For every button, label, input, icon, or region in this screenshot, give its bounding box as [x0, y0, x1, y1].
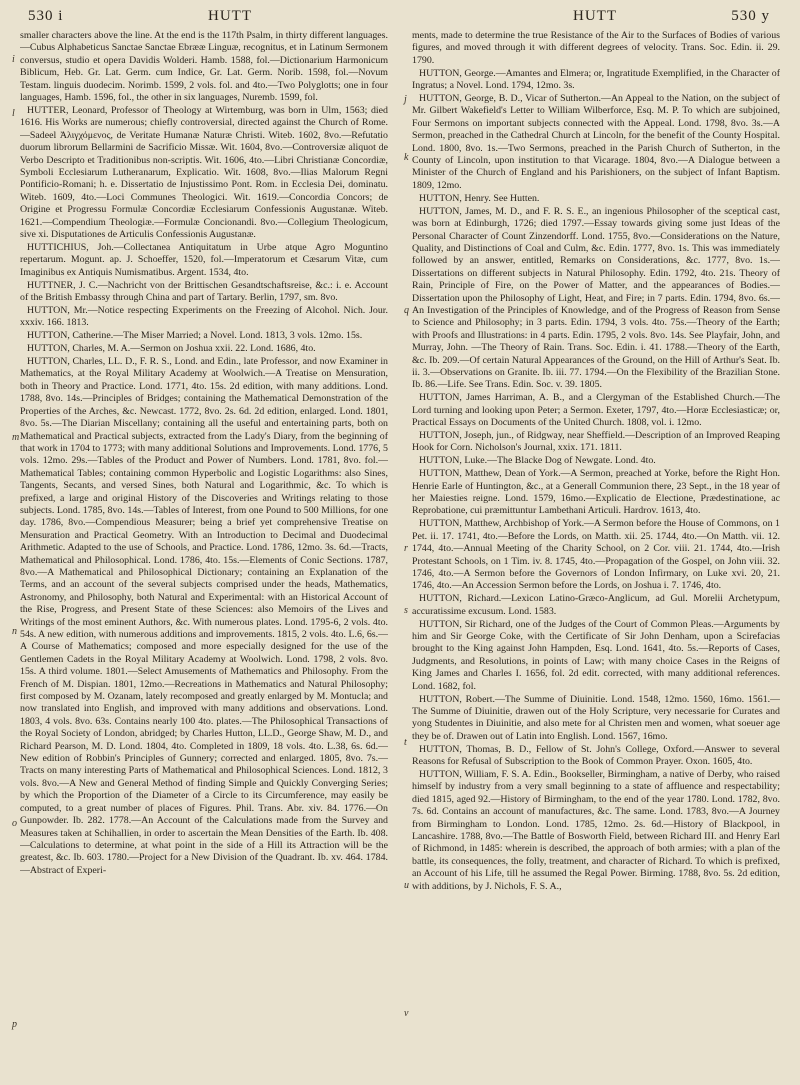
entry-paragraph: HUTTON, George.—Amantes and Elmera; or, Ingratitude Exemplified, in the Character of Ingratus; a Novel. Lond. 1794, 12mo. 3s. — [412, 67, 780, 92]
entry-paragraph: HUTTON, Joseph, jun., of Ridgway, near Sheffield.—Description of an Improved Reaping Hook for Corn. Nicholson's Journal, xxix. 171. 1811. — [412, 430, 780, 454]
entry-paragraph: HUTTICHIUS, Joh.—Collectanea Antiquitatum in Urbe atque Agro Moguntino repertarum. Mogunt. ap. J. Schoeffer, 1520, fol.—Imperatorum et Cæsarum Vitæ, cum Imaginibus ex Antiquis Numismatibus. Argent. 1534, 4to. — [20, 241, 388, 278]
entry-paragraph: HUTTON, Catherine.—The Miser Married; a Novel. Lond. 1813, 3 vols. 12mo. 15s. — [27, 330, 363, 342]
running-head-left: HUTT — [208, 8, 252, 24]
entry-paragraph: ments, made to determine the true Resistance of the Air to the Surfaces of Bodies of various figures, and moved through it with different degrees of velocity. Trans. Soc. Edin. ii. 29. 1790. — [412, 30, 780, 66]
entry-paragraph: HUTTON, Robert.—The Summe of Diuinitie. Lond. 1548, 12mo. 1560, 16mo. 1561.—The Summe of Diuinitie, drawen out of the Holy Scripture, very necessarie for Curates and yong Studentes in Diuinitie, and also mete for al Christen men and women, what soeuer age they be of. Drawen out of Latin into English. Lond. 1567, 16mo. — [412, 693, 780, 742]
margin-mark: m — [12, 432, 20, 443]
margin-mark: q — [404, 305, 409, 316]
entry-paragraph: HUTTON, William, F. S. A. Edin., Bookseller, Birmingham, a native of Derby, who raised himself by industry from a very small beginning to a state of affluence and respectability; died 1815, aged 92.—History of Birmingham, to the end of the year 1780. Lond. 1782, 8vo. 7s. 6d. Contains an account of manufactures, &c. The same. Lond. 1783, 8vo.—A Journey from Birmingham to London. Lond. 1785, 12mo. 2s. 6d.—History of Blackpool, in Lancashire. 1788, 8vo.—The Battle of Bosworth Field, between Richard III. and Henry Earl of Richmond, in 1485: wherein is described, the approach of both armies; with a plan of the battle, its consequences, the folly, treatment, and character of Richard. To which is prefixed, an Account of his Life, till he assumed the Regal Power. Birming. 1788, 8vo. 5s. 2d edition, with additions, by J. Nichols, F. S. A., — [412, 768, 780, 892]
margin-mark: o — [12, 818, 17, 829]
entry-paragraph: HUTTON, George, B. D., Vicar of Sutherton.—An Appeal to the Nation, on the subject of Mr. Gilbert Wakefield's Letter to William Wilberforce, Esq. M. P. To which are subjoined, Four Sermons on important subjects connected with the Appeal. Lond. 1798, 8vo. 3s.—A Sermon, preached in the Cathedral Church at Lincoln, for the benefit of the County Hospital. Lond. 1800, 8vo. 1s.—Two Sermons, preached in the Parish Church of Sutherton, in the County of Lincoln, upon institution to that Vicarage. 1804, 8vo.—A Dialogue between a Minister of the Church of England and his Parishioners, on the subject of Infant Baptism. 1809, 12mo. — [412, 93, 780, 191]
entry-paragraph: HUTTON, Richard.—Lexicon Latino-Græco-Anglicum, ad Gul. Morelii Archetypum, accuratissime excusum. Lond. 1583. — [412, 593, 780, 617]
page-number-left: 530 i — [28, 8, 64, 24]
entry-paragraph: smaller characters above the line. At the end is the 117th Psalm, in thirty different languages.—Cubus Alphabeticus Sanctae Sanctae Ebrææ Linguæ, recognitus, et in Latinum Sermonem conversus, studio et opera Davidis Wolderi. Hamb. 1588, fol.—Dictionarium Harmonicum Biblicum, Heb. Gr. Lat. Germ. cum Indice, Gr. Lat. Germ. Norib. 1598, fol.—Novum Testam. linguis duodecim. Norimb. 1599, 2 vols. fol. and 4to.—Two Polyglotts; one in four languages, Hamb. 1596, fol., the other in six languages, Nuremb. 1599, fol. — [20, 30, 388, 104]
entry-paragraph: HUTTON, James Harriman, A. B., and a Clergyman of the Established Church.—The Lord turning and looking upon Peter; a Sermon. Exeter, 1797, 4to.—Horæ Ecclesiasticæ; or, Practical Essays on Documents of the United Church. 1808, vol. i. 12mo. — [412, 392, 780, 429]
entry-paragraph: HUTTNER, J. C.—Nachricht von der Brittischen Gesandtschaftsreise, &c.: i. e. Account of the British Embassy through China and part of Tartary. Berlin, 1797, sm. 8vo. — [20, 279, 388, 304]
running-header — [28, 8, 770, 30]
entry-paragraph: HUTTON, Charles, M. A.—Sermon on Joshua xxii. 22. Lond. 1686, 4to. — [27, 343, 316, 355]
margin-mark: s — [404, 605, 408, 616]
margin-mark: p — [12, 1019, 17, 1030]
margin-mark: r — [404, 543, 408, 554]
margin-mark: j — [404, 94, 407, 105]
left-column — [20, 30, 388, 1080]
entry-paragraph: HUTTON, Charles, LL. D., F. R. S., Lond. and Edin., late Professor, and now Examiner in Mathematics, at the Royal Military Academy at Woolwich.—A Treatise on Mensuration, both in Theory and Practice. Lond. 1771, 4to. 15s. 2d edition, with many additions. Lond. 1788, 8vo. 14s.—Principles of Bridges; containing the Mathematical Demonstration of the Properties of the Arches, &c. Newcast. 1772, 8vo. 2s. 6d. 2d edition, enlarged. Lond. 1801, 8vo. 5s.—The Diarian Miscellany; containing all the useful and entertaining parts, both on Mathematical and Practical subjects, extracted from the Lady's Diary, from the beginning of that work in 1704 to 1773; with many additional Solutions and Improvements. Lond. 1776, 5 vols. 12mo. 29s.—Tables of the Product and Power of Numbers. Lond. 1781, 8vo. fol.—Mathematical Tables; containing common Hyperbolic and Logistic Logarithms: also Sines, Tangents, Secants, and versed Sines, both Natural and Logarithmic, &c. To which is prefixed, a large and original History of the Discoveries and Writings relating to those subjects. Lond. 1785, 8vo. 14s.—Tables of Interest, from one Pound to 500 Millions, for one day. 1786, 8vo.—Compendious Measurer; being a brief yet comprehensive Treatise on Mensuration and Practical Geometry. With an Introduction to Decimal and Duodecimal Arithmetic. Adapted to the use of Schools, and Practice. Lond. 1786, 12mo. 3s. 6d.—Tracts, Mathematical and Philosophical. Lond. 1786, 4to. 15s.—Elements of Conic Sections. 1787, 8vo.—A Mathematical and Philosophical Dictionary; containing an Explanation of the Terms, and an account of the several subjects comprised under the heads, Mathematics, Astronomy, and Philosophy, both Natural and Experimental: with an Historical Account of the Rise, Progress, and Present State of these Sciences: also Memoirs of the Lives and Writings of the most eminent Authors, &c. With numerous plates. Lond. 1795-6, 2 vols. 4to. 54s. A new edition, with numerous additions and improvements. 1815, 2 vols. 4to. L.6, 6s.—A Course of Mathematics; composed and more especially designed for the use of the Gentlemen Cadets in the Royal Military Academy at Woolwich. Lond. 1798, 2 vols. 8vo. 15s. A third volume. 1801.—Select Amusements of Mathematics and Philosophy. From the French of M. Dispian. 1801, 12mo.—Recreations in Mathematics and Natural Philosophy; first composed by M. Ozanam, lately recomposed and greatly enlarged by M. Montucla; and now translated into English, and improved with many additions and observations. Lond. 1803, 4 vols. 8vo. 63s. Contains nearly 100 4to. plates.—The Philosophical Transactions of the Royal Society of London, abridged; by Charles Hutton, LL.D., George Shaw, M. D., and Richard Pearson, M. D. Lond. 1804, 4to. Completed in 1809, 18 vols. 4to. L.38, 6s. 6d.—New edition of Robbin's Principles of Gunnery; corrected and enlarged. 1805, 8vo. 7s.—Tracts on many interesting Parts of Mathematical and Philosophical Sciences. Lond. 1812, 3 vols. 8vo.—A New and General Method of finding Simple and Quickly Converging Series; by which the Proportion of the Diameter of a Circle to its Circumference, may easily be computed, to a great number of places of Figures. Phil. Trans. Abr. xiv. 84. 1776.—On Gunpowder. Ib. 282. 1778.—An Account of the Calculations made from the Survey and Measures taken at Schihallien, in order to ascertain the Mean Densities of the Earth. Ib. 408.—Calculations to determine, at what point in the side of a Hill its Attraction will be the greatest, &c. Ib. 603. 1780.—Project for a New Division of the Quadrant. Ib. xv. 464. 1784.—Abstract of Experi- — [20, 356, 388, 876]
entry-paragraph: HUTTON, James, M. D., and F. R. S. E., an ingenious Philosopher of the sceptical cast, was born at Edinburgh, 1726; died 1797.—Essay towards giving some just Ideas of the Personal Character of Count Zinzendorff. Lond. 1755, 8vo.—Considerations on the Nature, Quality, and Distinctions of Coal and Culm, &c. Edin. 1777, 8vo. 1s. This was immediately followed by an answer, entitled, Remarks on Considerations, &c. 1777, 8vo. 1s.—Dissertations on different subjects in Natural Philosophy. Edin. 1792, 4to. 21s. Theory of Rain, Principle of Fire, on the Power of Matter, and the appearances of Bodies.—Dissertation upon the Philosophy of Light, Heat, and Fire; in 7 parts. Edin. 1794, 8vo. 6s.—An Investigation of the Principles of Knowledge, and of the Progress of Reason from Sense to Science and Philosophy; in 3 parts. Edin. 1794, 3 vols. 4to. 75s.—Theory of the Earth; with Proofs and Illustrations: in 4 parts. Edin. 1795, 2 vols. 8vo. 14s. See Playfair, John, and Murray, John. —The Theory of Rain. Trans. Soc. Edin. i. 41. 1788.—Theory of the Earth, &c. Ib. 209.—Of certain Natural Appearances of the Ground, on the Hill of Arthur's Seat. Ib. ii. 3.—Observations on Granite. Ib. iii. 77. 1794.—On the Flexibility of the Brazilian Stone. Ib. 86.—Life. See Trans. Edin. Soc. v. 39. 1805. — [412, 205, 780, 391]
entry-paragraph: HUTTON, Sir Richard, one of the Judges of the Court of Common Pleas.—Arguments by him and Sir George Coke, with the Certificate of Sir John Denham, upon a Scirefacias brought to the King against John Hampden, Esq. Lond. 1641, 4to. 5s.—Reports of Cases, Judgments, and Resolutions, in points of Law; with many choice Cases in the Reigns of King James and Charles I. 1656, fol. 2d edit. corrected, with many additional references. Lond. 1682, fol. — [412, 618, 780, 692]
entry-paragraph: HUTTON, Matthew, Archbishop of York.—A Sermon before the House of Commons, on 1 Pet. ii. 17. 1741, 4to.—Before the Lords, on Matth. xii. 25. 1744, 4to.—On Matth. vii. 12. 1744, 4to.—Annual Meeting of the Charity School, on 2 Cor. viii. 21. 1744, 4to.—Irish Protestant Schools, on 1 Tim. iv. 8. 1745, 4to.—Propagation of the Gospel, on John viii. 32. 1746, 4to.—A Sermon before the Governors of London Infirmary, on Luke xvi. 20, 21. 1746, 4to.—An Accession Sermon before the Lords, on Joshua i. 7. 1746, 4to. — [412, 518, 780, 592]
entry-paragraph: HUTTON, Henry. See Hutten. — [419, 192, 540, 204]
entry-paragraph: HUTTON, Thomas, B. D., Fellow of St. John's College, Oxford.—Answer to several Reasons for Refusal of Subscription to the Book of Common Prayer. Oxon. 1605, 4to. — [412, 743, 780, 768]
margin-mark: i — [12, 54, 15, 65]
entry-paragraph: HUTTON, Luke.—The Blacke Dog of Newgate. Lond. 4to. — [419, 455, 656, 467]
right-column — [412, 30, 780, 1080]
margin-mark: v — [404, 1008, 409, 1019]
margin-mark: l — [12, 108, 15, 119]
margin-mark: t — [404, 737, 407, 748]
page-number-right: 530 y — [731, 8, 770, 24]
entry-paragraph: HUTTON, Mr.—Notice respecting Experiments on the Freezing of Alcohol. Nich. Jour. xxxiv. 166. 1813. — [20, 304, 388, 329]
entry-paragraph: HUTTER, Leonard, Professor of Theology at Wirtemburg, was born in Ulm, 1563; died 1616. His Works are numerous; chiefly controversial, directed against the Church of Rome.—Sadeel Ἀλιγχόμενος, de Veritate Humanæ Naturæ Christi. Witeb. 1602, 8vo.—Refutatio duorum librorum Bellarmini de Sacrificio Missæ. Wit. 1604, 8vo.—Controversiæ aliquot de Verbo Descripto et Traditionibus non-scriptis. Wit. 1606, 4to.—Libri Christianæ Concordiæ, Symboli Ecclesiarum Lutheranarum, Explicatio. Wit. 1608, 8vo.—Ilias Malorum Regni Pontificio-Romani; h. e. Dissertatio de Injustissimo Pont. Rom. in Ecclesia Dei, dominatu. Witeb. 1609, 4to.—Loci Communes Theologici. Wit. 1619.—Concordia Concors; de Origine et Progressu Formulæ Concordiæ Ecclesiarum Confessionis Augustanæ. Witeb. 1621.—Compendium Theologiæ.—Formulæ Concionandi. 8vo.—Collegium Theologicum, sive xi. Disputationes de Articulis Confessionis Augustanæ. — [20, 104, 388, 240]
margin-mark: u — [404, 880, 409, 891]
entry-paragraph: HUTTON, Matthew, Dean of York.—A Sermon, preached at Yorke, before the Right Hon. Henrie Earle of Huntington, &c., at a Generall Communion there, 23 Sept., in the 18 year of her Maiesties reigne. Lond. 1579, 16mo.—Explicatio de Electione, Prædestinatione, ac Reprobatione, cui præmittuntur Lambethani Articuli. Hardrov. 1613, 4to. — [412, 468, 780, 517]
margin-mark: k — [404, 152, 409, 163]
margin-mark: n — [12, 626, 17, 637]
running-head-right: HUTT — [573, 8, 617, 24]
